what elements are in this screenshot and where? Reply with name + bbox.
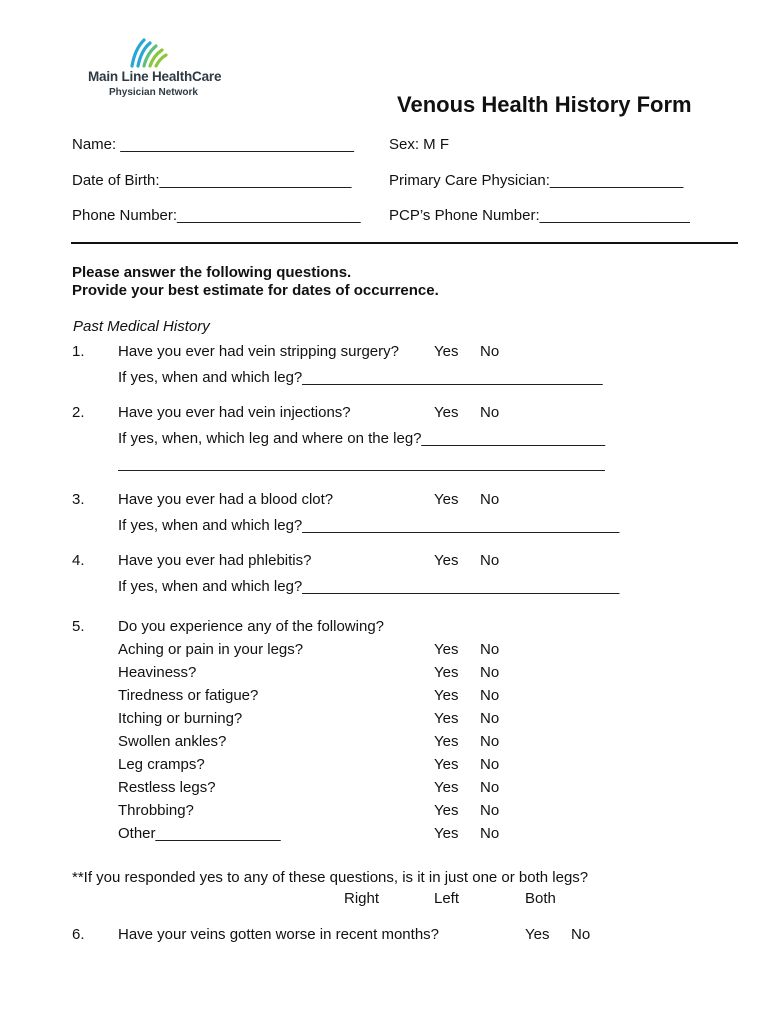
q6-number: 6. [72,926,85,943]
q1-yes[interactable]: Yes [434,343,459,360]
q6-no[interactable]: No [571,926,591,943]
symptom-no[interactable]: No [480,825,500,842]
symptom-yes[interactable]: Yes [434,641,459,658]
symptom-no[interactable]: No [480,710,500,727]
symptom-label: Leg cramps? [118,756,205,773]
q3-text: Have you ever had a blood clot? [118,491,334,508]
q3-followup[interactable]: If yes, when and which leg?______________________________________ [118,517,620,534]
q3-no[interactable]: No [480,491,500,508]
q2-yes[interactable]: Yes [434,404,459,421]
pcp-field[interactable]: Primary Care Physician:________________ [389,172,684,189]
q4-number: 4. [72,552,85,569]
divider [71,242,738,244]
sex-field[interactable]: Sex: M F [389,136,450,153]
section-heading: Past Medical History [73,318,210,335]
q2-extra-answer-line[interactable] [118,470,605,471]
symptom-no[interactable]: No [480,779,500,796]
instructions-line1: Please answer the following questions. [72,264,352,281]
symptom-yes[interactable]: Yes [434,687,459,704]
symptom-label: Itching or burning? [118,710,243,727]
symptom-no[interactable]: No [480,664,500,681]
q4-no[interactable]: No [480,552,500,569]
symptom-no[interactable]: No [480,733,500,750]
q3-yes[interactable]: Yes [434,491,459,508]
q4-followup[interactable]: If yes, when and which leg?______________________________________ [118,578,620,595]
q2-text: Have you ever had vein injections? [118,404,351,421]
symptom-label: Tiredness or fatigue? [118,687,259,704]
q2-number: 2. [72,404,85,421]
instructions-line2: Provide your best estimate for dates of occurrence. [72,282,439,299]
symptom-label: Throbbing? [118,802,194,819]
symptom-yes[interactable]: Yes [434,733,459,750]
legs-option-left[interactable]: Left [434,890,460,907]
symptom-yes[interactable]: Yes [434,664,459,681]
form-title: Venous Health History Form [397,92,692,117]
q4-text: Have you ever had phlebitis? [118,552,312,569]
symptom-label: Restless legs? [118,779,216,796]
logo-name: Main Line HealthCare [88,69,222,84]
symptom-yes[interactable]: Yes [434,825,459,842]
q5-number: 5. [72,618,85,635]
symptom-no[interactable]: No [480,802,500,819]
name-field[interactable]: Name: ____________________________ [72,136,354,153]
symptom-yes[interactable]: Yes [434,756,459,773]
q6-yes[interactable]: Yes [525,926,550,943]
symptom-no[interactable]: No [480,756,500,773]
q1-followup[interactable]: If yes, when and which leg?____________________________________ [118,369,603,386]
symptom-no[interactable]: No [480,687,500,704]
symptom-other-field[interactable]: Other_______________ [118,825,281,842]
pcp-phone-field[interactable]: PCP’s Phone Number:__________________ [389,207,690,224]
symptom-label: Swollen ankles? [118,733,227,750]
q1-no[interactable]: No [480,343,500,360]
symptom-yes[interactable]: Yes [434,779,459,796]
q4-yes[interactable]: Yes [434,552,459,569]
logo-subname: Physician Network [109,87,198,98]
q2-followup[interactable]: If yes, when, which leg and where on the leg?______________________ [118,430,606,447]
q3-number: 3. [72,491,85,508]
q1-text: Have you ever had vein stripping surgery? [118,343,399,360]
symptom-yes[interactable]: Yes [434,802,459,819]
symptom-no[interactable]: No [480,641,500,658]
legs-option-right[interactable]: Right [344,890,380,907]
q6-text: Have your veins gotten worse in recent months? [118,926,439,943]
legs-option-both[interactable]: Both [525,890,556,907]
logo-mark-icon [128,38,170,68]
dob-field[interactable]: Date of Birth:_______________________ [72,172,352,189]
symptom-label: Aching or pain in your legs? [118,641,304,658]
q2-no[interactable]: No [480,404,500,421]
symptom-yes[interactable]: Yes [434,710,459,727]
symptom-label: Heaviness? [118,664,197,681]
legs-question: **If you responded yes to any of these questions, is it in just one or both legs? [72,869,589,886]
q1-number: 1. [72,343,85,360]
q5-text: Do you experience any of the following? [118,618,385,635]
phone-field[interactable]: Phone Number:______________________ [72,207,361,224]
